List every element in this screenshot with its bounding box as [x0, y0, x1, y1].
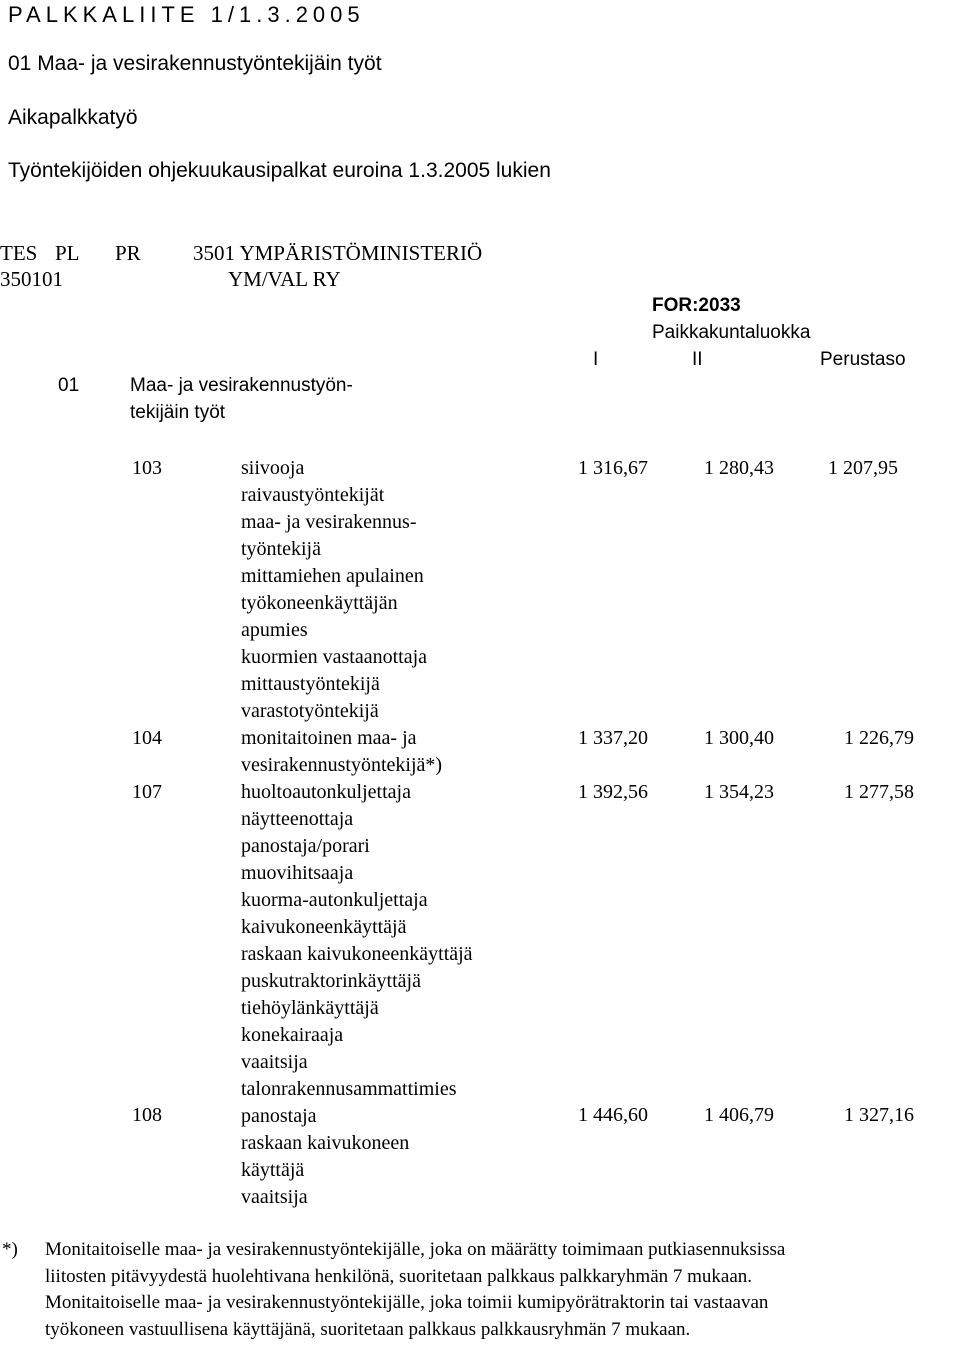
job-title: huoltoautonkuljettaja [241, 781, 411, 803]
job-title: konekairaaja [241, 1024, 344, 1046]
job-title: kuormien vastaanottaja [241, 646, 428, 668]
footnote-line: Monitaitoiselle maa- ja vesirakennustyöntekijälle, joka toimii kumipyörätraktorin tai vastaavan [45, 1292, 769, 1313]
footnote-line: liitosten pitävyydestä huolehtivana henkilönä, suoritetaan palkkaus palkkaryhmän 7 mukaan. [45, 1266, 753, 1287]
salary-group-code: 104 [132, 727, 162, 749]
job-title: vaaitsija [241, 1051, 308, 1073]
job-title: työntekijä [241, 538, 321, 560]
locality-class-label: Paikkakuntaluokka [652, 322, 811, 343]
salary-value-base: 1 207,95 [828, 457, 898, 479]
sector-heading: 01 Maa- ja vesirakennustyöntekijäin työt [8, 52, 382, 75]
footnote-line: Monitaitoiselle maa- ja vesirakennustyöntekijälle, joka on määrätty toimimaan putkiasennuksissa [45, 1239, 786, 1260]
section-number: 01 [58, 375, 80, 396]
job-title: raskaan kaivukoneen [241, 1132, 410, 1154]
salary-value-class-i: 1 316,67 [578, 457, 648, 479]
footnote-line: työkoneen vastuullisena käyttäjänä, suoritetaan palkkaus palkkausryhmän 7 mukaan. [45, 1319, 691, 1340]
document-title: PALKKALIITE 1/1.3.2005 [8, 2, 365, 27]
salary-group-code: 103 [132, 457, 162, 479]
job-title: raivaustyöntekijät [241, 484, 385, 506]
agreement-code: 350101 [0, 267, 63, 291]
job-title: käyttäjä [241, 1159, 305, 1181]
job-title: vaaitsija [241, 1186, 308, 1208]
salary-value-class-ii: 1 280,43 [704, 457, 774, 479]
form-code: FOR:2033 [652, 295, 741, 316]
job-title: varastotyöntekijä [241, 700, 379, 722]
tes-label: TES [0, 241, 38, 265]
job-title: työkoneenkäyttäjän [241, 592, 398, 614]
salary-group-code: 108 [132, 1104, 162, 1126]
salary-value-class-ii: 1 300,40 [704, 727, 774, 749]
column-header-base: Perustaso [820, 349, 906, 370]
column-header-i: I [593, 349, 599, 370]
job-title: panostaja/porari [241, 835, 370, 857]
salary-value-class-i: 1 392,56 [578, 781, 648, 803]
salary-value-base: 1 327,16 [844, 1104, 914, 1126]
job-title: kaivukoneenkäyttäjä [241, 916, 407, 938]
ministry-name: 3501 YMPÄRISTÖMINISTERIÖ [193, 241, 483, 265]
pr-label: PR [115, 241, 141, 265]
salary-value-base: 1 277,58 [844, 781, 914, 803]
job-title: muovihitsaaja [241, 862, 354, 884]
footnote-marker: *) [2, 1239, 18, 1260]
salary-value-class-ii: 1 354,23 [704, 781, 774, 803]
job-title: monitaitoinen maa- ja [241, 727, 417, 749]
job-title: raskaan kaivukoneenkäyttäjä [241, 943, 473, 965]
salary-description: Työntekijöiden ohjekuukausipalkat euroina 1.3.2005 lukien [8, 159, 551, 182]
job-title: mittamiehen apulainen [241, 565, 424, 587]
job-title: kuorma-autonkuljettaja [241, 889, 428, 911]
section-title-line1: Maa- ja vesirakennustyön- [130, 375, 353, 396]
job-title: talonrakennusammattimies [241, 1078, 457, 1100]
salary-value-base: 1 226,79 [844, 727, 914, 749]
salary-value-class-ii: 1 406,79 [704, 1104, 774, 1126]
job-title: apumies [241, 619, 308, 641]
job-title: näytteenottaja [241, 808, 354, 830]
column-header-ii: II [692, 349, 703, 370]
salary-value-class-i: 1 337,20 [578, 727, 648, 749]
job-title: maa- ja vesirakennus- [241, 511, 417, 533]
salary-value-class-i: 1 446,60 [578, 1104, 648, 1126]
job-title: mittaustyöntekijä [241, 673, 380, 695]
job-title: puskutraktorinkäyttäjä [241, 970, 421, 992]
salary-group-code: 107 [132, 781, 162, 803]
job-title: panostaja [241, 1105, 317, 1127]
pl-label: PL [55, 241, 80, 265]
job-title: vesirakennustyöntekijä*) [241, 754, 443, 776]
organization-name: YM/VAL RY [228, 267, 341, 291]
work-type-heading: Aikapalkkatyö [8, 106, 138, 129]
job-title: tiehöylänkäyttäjä [241, 997, 379, 1019]
job-title: siivooja [241, 457, 305, 479]
job-titles-list [241, 455, 473, 1211]
section-title-line2: tekijäin työt [130, 402, 226, 423]
